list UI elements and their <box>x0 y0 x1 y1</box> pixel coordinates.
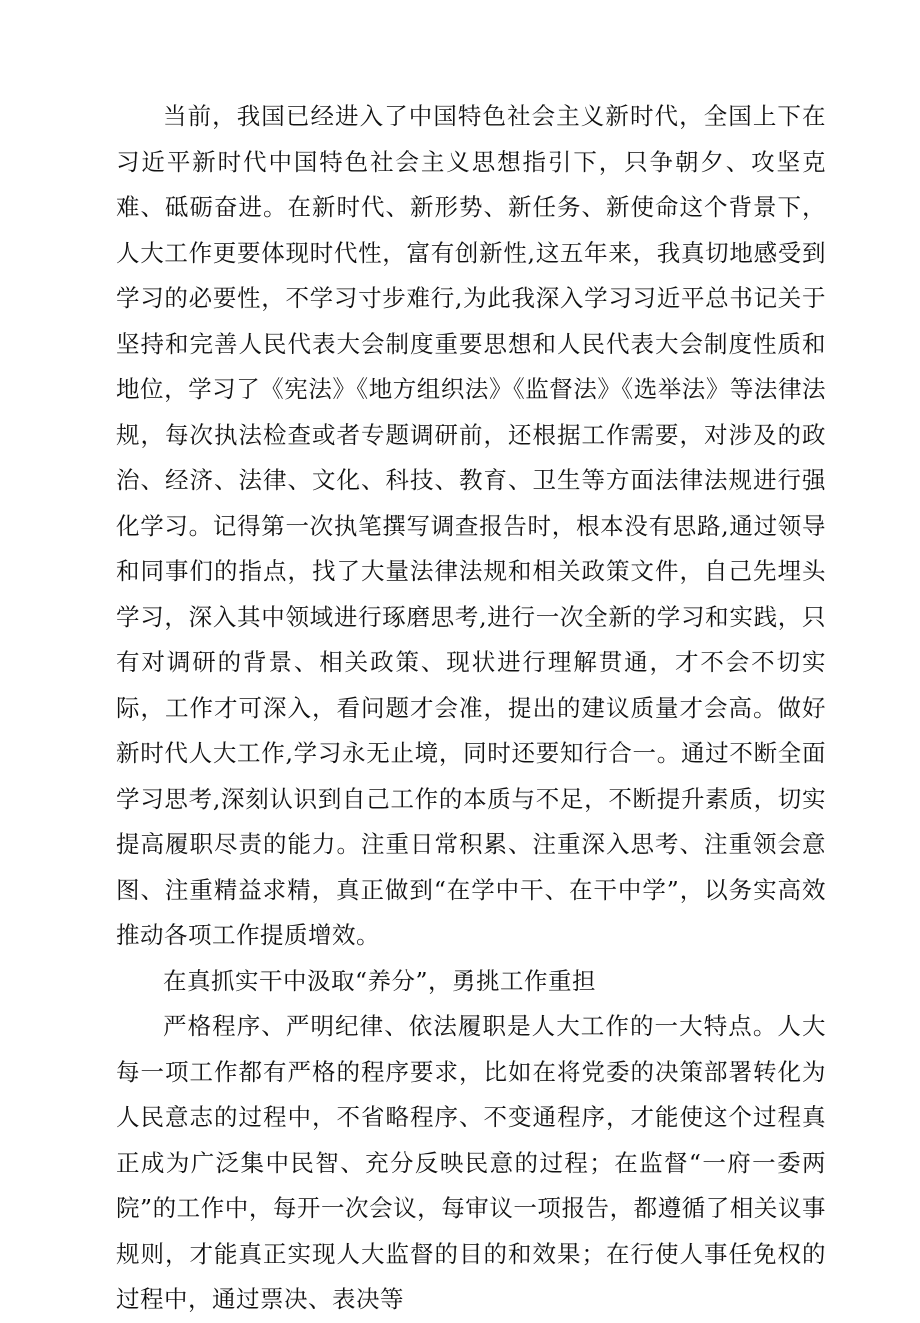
document-page <box>116 94 826 1323</box>
body-paragraph-1: 当前，我国已经进入了中国特色社会主义新时代，全国上下在习近平新时代中国特色社会主义思想指引下，只争朝夕、攻坚克难、砥砺奋进。在新时代、新形势、新任务、新使命这个背景下，人大工作更要体现时代性，富有创新性,这五年来，我真切地感受到学习的必要性，不学习寸步难行,为此我深入学习习近平总书记关于坚持和完善人民代表大会制度重要思想和人民代表大会制度性质和地位，学习了《宪法》《地方组织法》《监督法》《选举法》等法律法规，每次执法检查或者专题调研前，还根据工作需要，对涉及的政治、经济、法律、文化、科技、教育、卫生等方面法律法规进行强化学习。记得第一次执笔撰写调查报告时，根本没有思路,通过领导和同事们的指点，找了大量法律法规和相关政策文件，自己先埋头学习，深入其中领域进行琢磨思考,进行一次全新的学习和实践，只有对调研的背景、相关政策、现状进行理解贯通，才不会不切实际，工作才可深入，看问题才会准，提出的建议质量才会高。做好新时代人大工作,学习永无止境，同时还要知行合一。通过不断全面学习思考,深刻认识到自己工作的本质与不足，不断提升素质，切实提高履职尽责的能力。注重日常积累、注重深入思考、注重领会意图、注重精益求精，真正做到“在学中干、在干中学”，以务实高效推动各项工作提质增效。 <box>116 102 826 949</box>
body-paragraph-2: 严格程序、严明纪律、依法履职是人大工作的一大特点。人大每一项工作都有严格的程序要求，比如在将党委的决策部署转化为人民意志的过程中，不省略程序、不变通程序，才能使这个过程真正成为广泛集中民智、充分反映民意的过程；在监督“一府一委两院”的工作中，每开一次会议，每审议一项报告，都遵循了相关议事规则，才能真正实现人大监督的目的和效果；在行使人事任免权的过程中，通过票决、表决等 <box>116 1012 826 1313</box>
section-heading: 在真抓实干中汲取“养分”，勇挑工作重担 <box>163 966 597 995</box>
